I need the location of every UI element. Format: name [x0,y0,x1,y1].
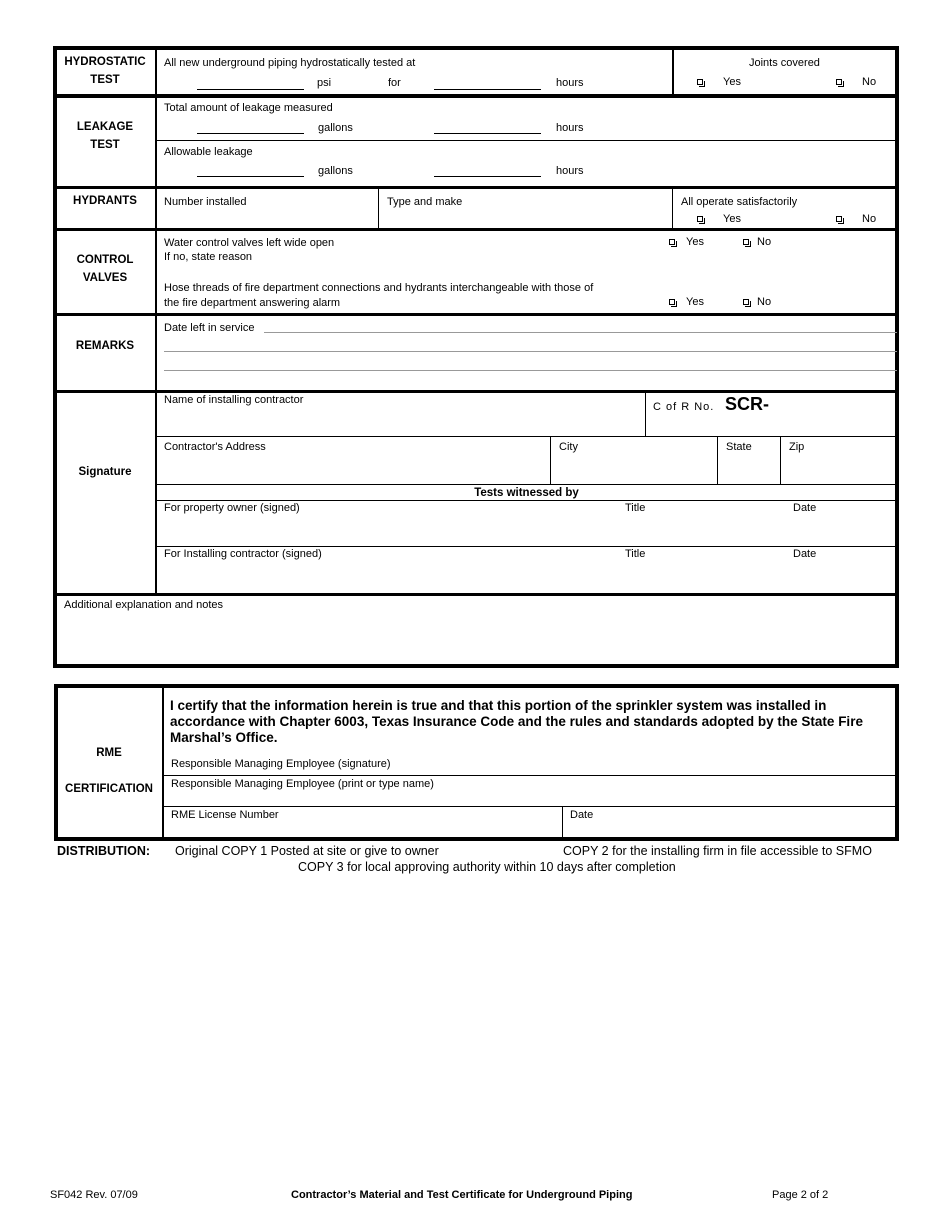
rme-date-label: Date [570,809,594,821]
joints-no-checkbox[interactable] [836,79,842,85]
distribution-copy2: COPY 2 for the installing firm in file accessible to SFMO [563,844,872,858]
owner-title-label: Title [625,502,646,514]
contractor-title-label: Title [625,548,646,560]
hydrants-yes-label: Yes [723,213,741,225]
hose-threads-yes-label: Yes [686,296,704,308]
joints-yes-checkbox[interactable] [697,79,703,85]
tests-witnessed-heading: Tests witnessed by [474,487,579,499]
contractor-signed-label: For Installing contractor (signed) [164,548,322,560]
hose-threads-no-label: No [757,296,772,308]
allowable-gallons-field[interactable] [197,176,304,177]
contractor-date-label: Date [793,548,817,560]
rme-signature-label: Responsible Managing Employee (signature) [171,758,391,770]
hydrostatic-text: All new underground piping hydrostatically tested at [164,57,416,69]
rme-certification-label: RME CERTIFICATION [65,747,153,795]
psi-unit: psi [317,77,332,89]
additional-notes-label: Additional explanation and notes [64,599,224,611]
hose-threads-yes-checkbox[interactable] [669,299,675,305]
form-title: Contractor’s Material and Test Certificate for Underground Piping [291,1189,633,1201]
form-id: SF042 Rev. 07/09 [50,1189,138,1201]
psi-field[interactable] [197,89,304,90]
hydrants-no-checkbox[interactable] [836,216,842,222]
zip-label: Zip [789,441,805,453]
valves-open-yes-label: Yes [686,236,704,248]
valves-open-yes-checkbox[interactable] [669,239,675,245]
for-text: for [388,77,401,89]
total-leakage-text: Total amount of leakage measured [164,102,333,114]
distribution-copy3: COPY 3 for local approving authority within 10 days after completion [298,860,676,874]
total-gallons-unit: gallons [318,122,353,134]
owner-date-label: Date [793,502,817,514]
distribution-copy1: Original COPY 1 Posted at site or give to owner [175,844,439,858]
hydrostatic-label: HYDROSTATIC TEST [64,56,146,86]
contractor-name-label: Name of installing contractor [164,394,304,406]
total-hours-field[interactable] [434,133,541,134]
hose-threads-no-checkbox[interactable] [743,299,749,305]
scr-number: SCR- [725,394,769,414]
allowable-hours-unit: hours [556,165,584,177]
type-and-make-label: Type and make [387,196,463,208]
joints-yes-label: Yes [723,76,741,88]
contractor-address-label: Contractor's Address [164,441,266,453]
leakage-label: LEAKAGE TEST [76,121,134,151]
remarks-label: REMARKS [75,340,135,352]
allowable-leakage-text: Allowable leakage [164,146,253,158]
hydrants-yes-checkbox[interactable] [697,216,703,222]
valves-open-question: Water control valves left wide open If no, state reason [164,237,335,263]
rme-license-label: RME License Number [171,809,279,821]
city-label: City [559,441,578,453]
allowable-gallons-unit: gallons [318,165,353,177]
allowable-hours-field[interactable] [434,176,541,177]
state-label: State [726,441,752,453]
hydrants-no-label: No [862,213,877,225]
number-installed-label: Number installed [164,196,247,208]
joints-no-label: No [862,76,877,88]
hose-threads-question: Hose threads of fire department connections and hydrants interchangeable with those of the fire department answering alarm [164,282,594,309]
signature-label: Signature [78,466,132,478]
label-column-divider [155,48,157,595]
date-left-in-service-label: Date left in service [164,322,255,334]
hours-unit: hours [556,77,584,89]
total-hours-unit: hours [556,122,584,134]
certification-statement: I certify that the information herein is true and that this portion of the sprinkler system was installed in accordance with Chapter 6003, Texas Insurance Code and the rules and standards adopted by the State Fire Marshal’s Office. [170,698,863,745]
cofr-label: C of R No. [653,401,715,413]
valves-open-no-label: No [757,236,772,248]
valves-open-no-checkbox[interactable] [743,239,749,245]
joints-covered-label: Joints covered [749,57,820,69]
rme-print-name-label: Responsible Managing Employee (print or type name) [171,778,434,790]
all-operate-label: All operate satisfactorily [681,196,798,208]
owner-signed-label: For property owner (signed) [164,502,300,514]
date-left-in-service-field[interactable] [264,332,897,333]
hours-field[interactable] [434,89,541,90]
remarks-line-1[interactable] [164,351,897,352]
control-valves-label: CONTROL VALVES [76,254,134,284]
distribution-label: DISTRIBUTION: [57,844,151,858]
hydrants-label: HYDRANTS [73,195,137,207]
remarks-line-2[interactable] [164,370,897,371]
page-number: Page 2 of 2 [772,1189,829,1201]
total-gallons-field[interactable] [197,133,304,134]
